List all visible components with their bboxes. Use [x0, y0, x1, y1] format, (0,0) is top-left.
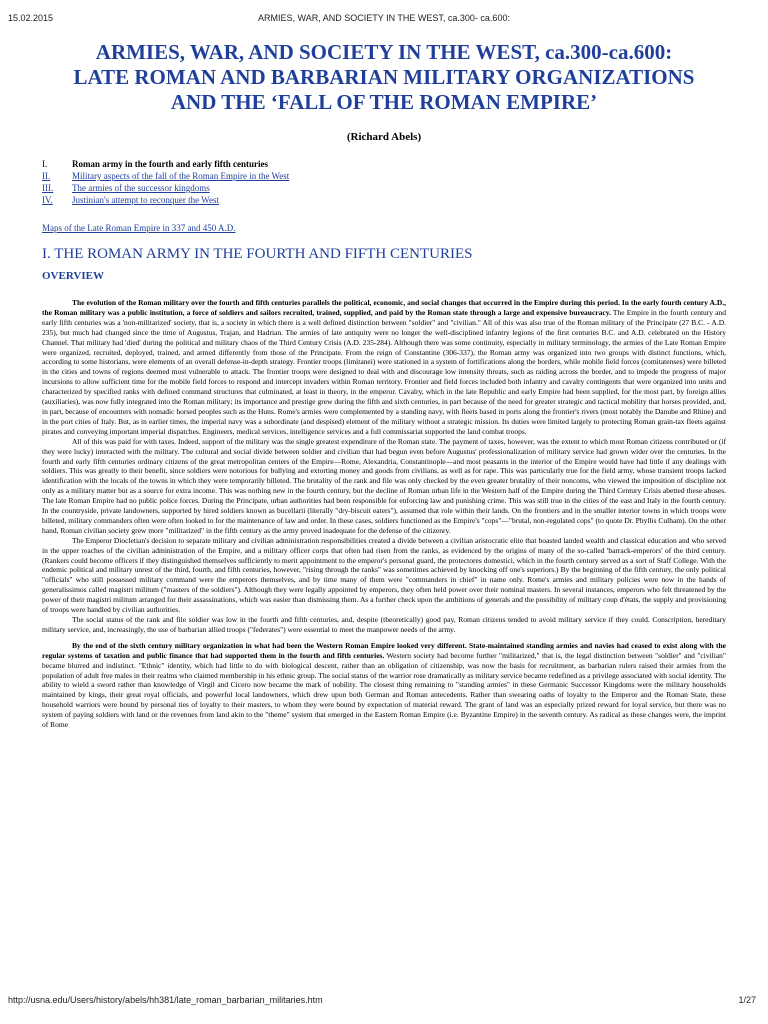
overview-heading: OVERVIEW	[42, 270, 104, 282]
toc-number-link[interactable]: III.	[42, 183, 54, 193]
maps-link[interactable]: Maps of the Late Roman Empire in 337 and 450 A.D.	[42, 223, 236, 233]
print-header	[0, 0, 768, 30]
article-body	[42, 298, 726, 730]
toc-item-1	[42, 158, 289, 170]
toc-number-link[interactable]: II.	[42, 171, 51, 181]
title-line-2: LATE ROMAN AND BARBARIAN MILITARY ORGANIZATIONS	[73, 65, 695, 89]
paragraph-5-body: Western society had become further "militarized," that is, the legal distinction between "soldier" and "civilian" became blurred and indistinct. "Ethnic" identity, which had little to do with biological descent, rather than an obligation of citizenship, was now the basis for recruitment, as barbarian rulers raised their armies from the population of adult free males in their realms who claimed membership in his ethnic group. The social status of the warrior rose dramatically as military service became redefined as a privilege associated with social identity. The ability to wield a sword rather than knowledge of Virgil and Cicero now became the mark of nobility. The closest thing remaining to "standing armies" in these Germanic Successor Kingdoms were the military households maintained by kings, their great royal officials, and powerful local landowners, which drew upon both German and Roman antecedents. Rather than swearing oaths of loyalty to the Emperor and the Roman State, these household warriors were bound by personal ties of loyalty to their masters, to whom they were bound by expectation of material reward. The grant of land was an especially prized reward for loyal service, but there was no system of paying soldiers with land or the revenues from land akin to the "theme" system that emerged in the Eastern Roman Empire (i.e. Byzantine Empire) in the seventh century. As radical as these changes were, the imprint of Rome	[42, 650, 726, 730]
paragraph-1	[42, 298, 726, 437]
paragraph-5	[42, 641, 726, 730]
title-line-1: ARMIES, WAR, AND SOCIETY IN THE WEST, ca.300-ca.600:	[95, 40, 673, 64]
toc-item-2[interactable]	[42, 170, 289, 182]
toc-item-3[interactable]	[42, 182, 289, 194]
toc-number: I.	[42, 159, 48, 169]
paragraph-3: The Emperor Diocletian's decision to separate military and civilian administration responsibilities created a divide between a civilian aristocratic elite that boasted landed wealth and classical education and who served in the upper reaches of the civilian administration of the Empire, and a military officer corps that often had risen from the ranks, as evidenced by the origins of many of the so-called 'barrack-emperors' of the third century. (Rankers could become officers if they distinguished themselves sufficiently to merit appointment to the emperor's personal guard, the protectores domestici, which in the fourth century served as a sort of Staff College. With the endemic political and military unrest of the third, fourth, and fifth centuries, however, "rising through the ranks" was sometimes achieved by knocking off one's superiors.) By the beginning of the fifth century, the only political "officials" who still possessed military command were the emperors themselves, and by time many of them were "commanders in chief" in name only. Rome's armies and military policies were now in the hands of generalissimos called magistri militum ("masters of the soldiers"). Although they were legally appointed by emperors, they often held power over their nominal masters. In several instances, emperors who felt threatened by the power of their magistri militum arranged for their assassinations, which was easier than dismissing them. As a further check upon the ambitions of generals and the possibility of military coup d'états, the supply and provisioning of troops were handled by civilian authorities.	[42, 535, 726, 615]
section-heading: I. THE ROMAN ARMY IN THE FOURTH AND FIFTH CENTURIES	[42, 246, 473, 262]
toc-link-justinian[interactable]: Justinian's attempt to reconquer the West	[72, 195, 219, 205]
table-of-contents	[42, 158, 289, 206]
toc-label: Roman army in the fourth and early fifth centuries	[72, 159, 268, 169]
toc-link-successor-kingdoms[interactable]: The armies of the successor kingdoms	[72, 183, 210, 193]
print-footer-url: http://usna.edu/Users/history/abels/hh381/late_roman_barbarian_militaries.htm	[8, 995, 323, 1005]
toc-item-4[interactable]	[42, 194, 289, 206]
paragraph-1-body: The Empire in the fourth century and early fifth centuries was a 'non-militarized' society, that is, a society in which there is a well defined distinction between "soldier" and "civilian." All of this was also true of the Roman military of the Principate (27 B.C. - A.D. 235), but much had changed since the time of Augustus, Trajan, and Hadrian. The armies of late antiquity were no longer the well-disciplined infantry legions of the first centuries B.C. and A.D. celebrated on the History Channel. That military had 'died' during the political and military chaos of the Third Century Crisis (A.D. 235-284). Although there was some continuity, especially in military terminology, the armies of the Late Roman Empire were organized, recruited, deployed, trained, and armed differently from those of the Principate. From the reign of Constantine (306-337), the Roman army was organized into two groups with distinct functions, which, according to some historians, were elements of an overall defense-in-depth strategy. Frontier troops (limitanei) were stationed in a system of fortifications along the borders, while mobile field forces (comitatenses) were billeted in the cities and towns of regions deemed most vulnerable to attack. The frontier troops were designed to deal with and discourage low intensity threats, such as raiding across the border, and to impede the progress of major incursions to allow sufficient time for the mobile field forces to respond and intercept invaders within Roman territory. Frontier and field forces included both infantry and cavalry contingents that were organized into units and characterized by specified ranks with defined command structures that culminated, at least in theory, in the emperor. Cavalry, which in the late Republic and early Empire had been supplied, for the most part, by foreign allies (auxiliaries), was now fully integrated into the Roman military; its importance and prestige grew during the fifth and sixth centuries, in part because of the need for greater strategic and tactical mobility that horses provided, and, in part, because of encounters with nomadic horsed peoples such as the Huns. Rome's armies were complemented by a standing navy, with fleets based in ports along the frontier's rivers (most notably the Danube and Rhine) and in the port cities of Italy. But, as in earlier times, the imperial navy was a subordinate (and despised) element of the military without a strategic mission. Its duties were limited largely to protecting Roman grain-tax fleets against pirates and conveying important imperial dispatches. Engineers, medical services, intelligence services and a full commissariat supported the land combat troops.	[42, 307, 727, 436]
paragraph-5-lead: By the end of the sixth century military organization in what had been the Western Roman Empire looked very different. State-maintained standing armies and navies had ceased to exist along with the regular systems of taxation and public finance that had supported them in the fourth and fifth centuries.	[42, 640, 726, 660]
paragraph-2: All of this was paid for with taxes. Indeed, support of the military was the single greatest expenditure of the Roman state. The payment of taxes, however, was the extent to which most Roman citizens contributed or (if they were lucky) interacted with the military. The cultural and social divide between soldier and civilian that had begun even before Augustus' professionalization of military service had grown wider over the centuries. In the fourth and early fifth centuries ordinary citizens of the great metropolitan centers of the Empire—Rome, Alexandria, Constantinople—and most peasants in the interior of the Empire would have had little if any dealings with soldiers. This was greatly to their benefit, since soldiers were notorious for bullying and extorting money and goods from civilians, as well as for rape. This was particularly true for the field army, whose transient troops lacked identification with the locals of the towns in which they were temporarily billeted. The brutality of the rank and file was only checked by the even greater brutality of their noncoms, who viewed the imposition of discipline not only as a military matter but as a source for extra income. This was nothing new in the fourth century, but the decline of Roman urban life in the Western half of the Empire during the Third Century Crisis abetted these abuses. The late Roman Empire had no public police forces. During the Principate, urban authorities had been responsible for enforcing law and punishing crime. This was still true in the cities of the east and Italy in the fourth century. In the countryside, private landowners, supported by hired soldiers known as bucellarii (literally "dry-biscuit eaters"), assumed that role within their lands. On the frontiers and in the smaller interior towns in which troops were billeted, military commanders often were often looked to for the maintenance of law and order. In these cases, soldiers functioned as the Empire's "cops"—"brutal, non-regulated cops" (to quote Dr. Phyllis Culham). On the other hand, Roman civilian society grew more "militarized" in the fifth century as the army proved inadequate for the defense of the citizenry.	[42, 436, 726, 535]
toc-number-link[interactable]: IV.	[42, 195, 53, 205]
print-date: 15.02.2015	[8, 13, 54, 23]
toc-link-military-aspects[interactable]: Military aspects of the fall of the Roman Empire in the West	[72, 171, 290, 181]
page-title	[30, 40, 738, 115]
paragraph-1-lead: The evolution of the Roman military over the fourth and fifth centuries parallels the political, economic, and social changes that occurred in the Empire during this period. In the early fourth century A.D., the Roman military was a public institution, a force of soldiers and sailors recruited, trained, supplied, and paid by the Roman state through a large and expensive bureaucracy.	[42, 298, 726, 317]
print-header-title: ARMIES, WAR, AND SOCIETY IN THE WEST, ca.300- ca.600:	[258, 13, 510, 23]
print-page-number: 1/27	[738, 995, 756, 1005]
author-line: (Richard Abels)	[346, 131, 422, 143]
title-line-3: AND THE ‘FALL OF THE ROMAN EMPIRE’	[170, 90, 598, 114]
paragraph-4: The social status of the rank and file soldier was low in the fourth and fifth centuries, and, despite (theoretically) good pay, Roman citizens tended to avoid military service if they could. Conscription, hereditary military service, and, increasingly, the use of barbarian allied troops ("federates") were essential to meet the manpower needs of the army.	[42, 615, 726, 634]
